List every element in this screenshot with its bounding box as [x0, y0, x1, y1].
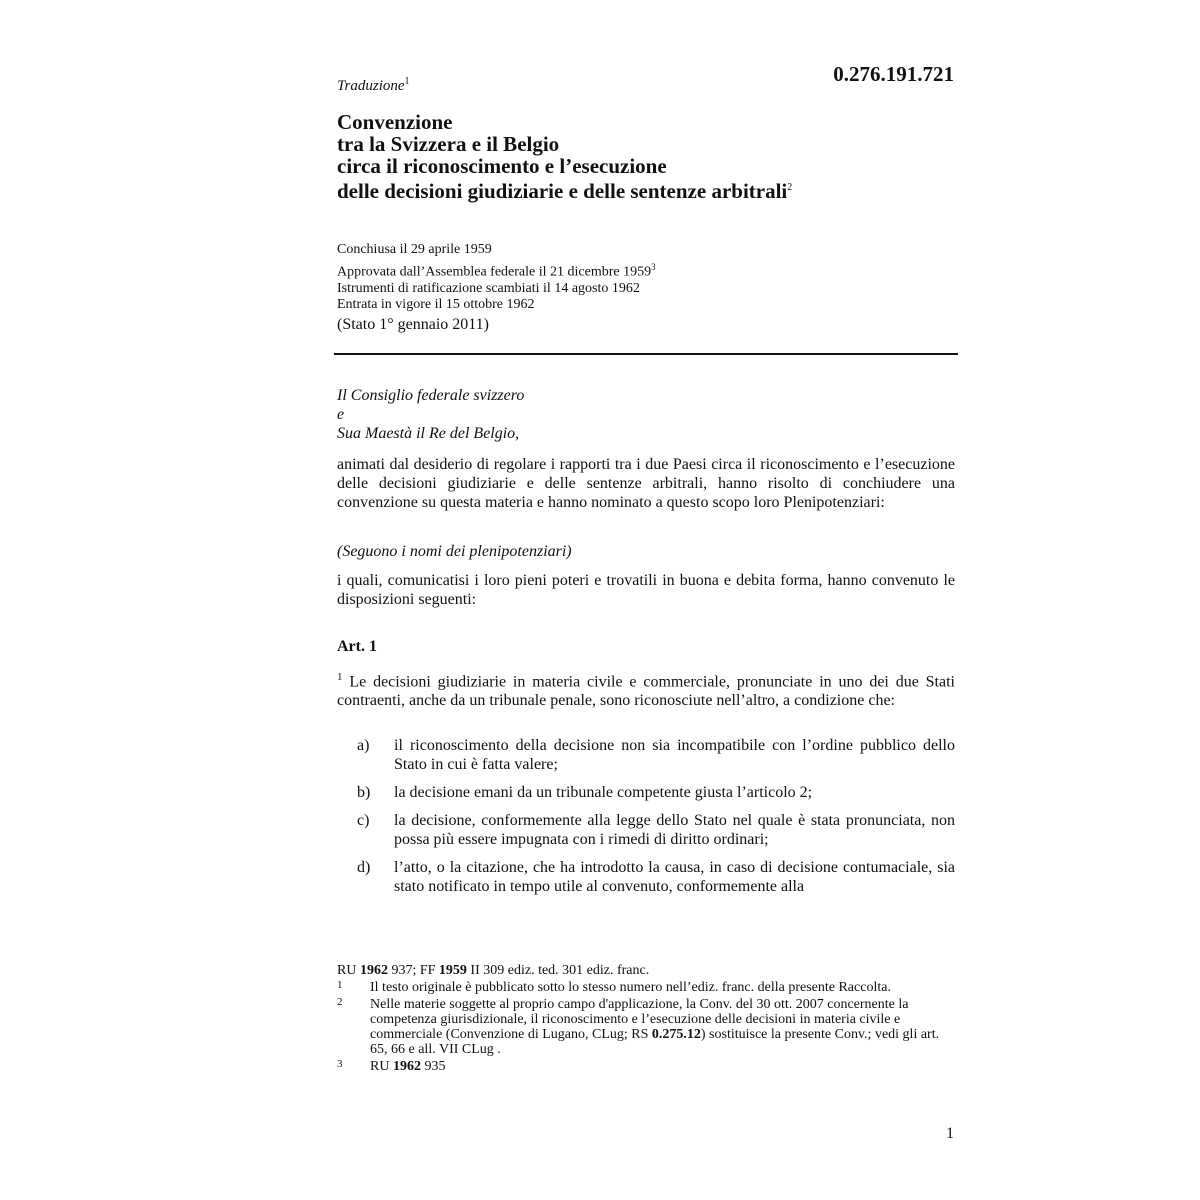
title-line: Convenzione: [337, 110, 453, 134]
list-item: [337, 783, 955, 802]
ratification-date: Istrumenti di ratificazione scambiati il 14 agosto 1962: [337, 280, 640, 296]
list-item: [337, 811, 955, 849]
document-title: [337, 111, 792, 202]
preamble-paragraph: animati dal desiderio di regolare i rapporti tra i due Paesi circa il riconoscimento e l’esecuzione delle decisioni giudiziarie e delle sentenze arbitrali, hanno risolto di conchiudere una convenzione su questa materia e hanno nominato a questo scopo loro Plenipotenziari:: [337, 456, 955, 511]
page-number: 1: [946, 1125, 954, 1142]
title-line: circa il riconoscimento e l’esecuzione: [337, 154, 667, 178]
item-marker: c): [357, 812, 370, 829]
footnote-ref: 1: [404, 76, 410, 87]
party-belgium: Sua Maestà il Re del Belgio,: [337, 425, 520, 442]
item-text: la decisione emani da un tribunale competente giusta l’articolo 2;: [394, 784, 813, 801]
parties: [337, 386, 524, 443]
plenipotentiaries-note: (Seguono i nomi dei plenipotenziari): [337, 543, 572, 560]
condition-list: [337, 736, 955, 905]
footnote-text: Il testo originale è pubblicato sotto lo stesso numero nell’ediz. franc. della presente Raccolta.: [370, 980, 891, 995]
list-item: [337, 858, 955, 896]
footnotes: [337, 963, 955, 1074]
article-intro: Le decisioni giudiziarie in materia civile e commerciale, pronunciate in uno dei due Stati contraenti, anche da un tribunale penale, sono riconosciute nell’altro, a condizione che:: [337, 673, 955, 710]
document-meta: [337, 242, 656, 314]
item-marker: b): [357, 784, 371, 801]
footnote-ref: 2: [787, 182, 793, 193]
footnote-number: 2: [337, 996, 343, 1008]
footnote: [337, 980, 955, 995]
item-marker: d): [357, 859, 371, 876]
conjunction: e: [337, 406, 345, 423]
footnote: 2 Nelle materie soggette al proprio campo d'applicazione, la Conv. del 30 ott. 2007 concernente la competenza giurisdizionale, il riconoscimento e l’esecuzione delle decisioni in materia civile e commerciale (Convenzione di Lugano, CLug; RS 0.275.12) sostituisce la presente Conv.; vedi gli art. 65, 66 e all. VII CLug .: [337, 996, 940, 1057]
divider: [334, 353, 958, 355]
paragraph-number: 1: [337, 671, 343, 683]
preamble-paragraph: i quali, comunicatisi i loro pieni poteri e trovatili in buona e debita forma, hanno convenuto le disposizioni seguenti:: [337, 572, 955, 608]
footnote-ref: 3: [651, 261, 656, 272]
item-text: l’atto, o la citazione, che ha introdotto la causa, in caso di decisione contumaciale, sia stato notificato in tempo utile al convenuto, conformemente alla: [394, 859, 955, 895]
title-line: tra la Svizzera e il Belgio: [337, 132, 560, 156]
party-switzerland: Il Consiglio federale svizzero: [337, 387, 525, 404]
in-force-date: Entrata in vigore il 15 ottobre 1962: [337, 297, 535, 313]
footnote-number: 1: [337, 979, 343, 991]
article-paragraph: [337, 668, 955, 710]
status-date: (Stato 1° gennaio 2011): [337, 316, 489, 333]
footnote-number: 3: [337, 1058, 343, 1070]
title-line: delle decisioni giudiziarie e delle sentenze arbitrali: [337, 179, 788, 203]
item-text: il riconoscimento della decisione non sia incompatibile con l’ordine pubblico dello Stato in cui è fatta valere;: [394, 737, 955, 773]
translation-label: Traduzione$^1$: [337, 76, 410, 94]
footnote: 3 RU 1962 935: [337, 1058, 446, 1074]
article-heading: Art. 1: [337, 638, 377, 655]
concluded-date: Conchiusa il 29 aprile 1959: [337, 242, 492, 257]
approved-date: Approvata dall’Assemblea federale il 21 dicembre 1959: [337, 264, 652, 280]
item-marker: a): [357, 737, 370, 754]
list-item: [337, 736, 955, 774]
source-reference: RU 1962 937; FF 1959 II 309 ediz. ted. 301 ediz. franc.: [337, 963, 650, 978]
rs-number: 0.276.191.721: [833, 62, 954, 86]
item-text: la decisione, conformemente alla legge dello Stato nel quale è stata pronunciata, non possa più essere impugnata con i rimedi di diritto ordinari;: [394, 812, 955, 848]
